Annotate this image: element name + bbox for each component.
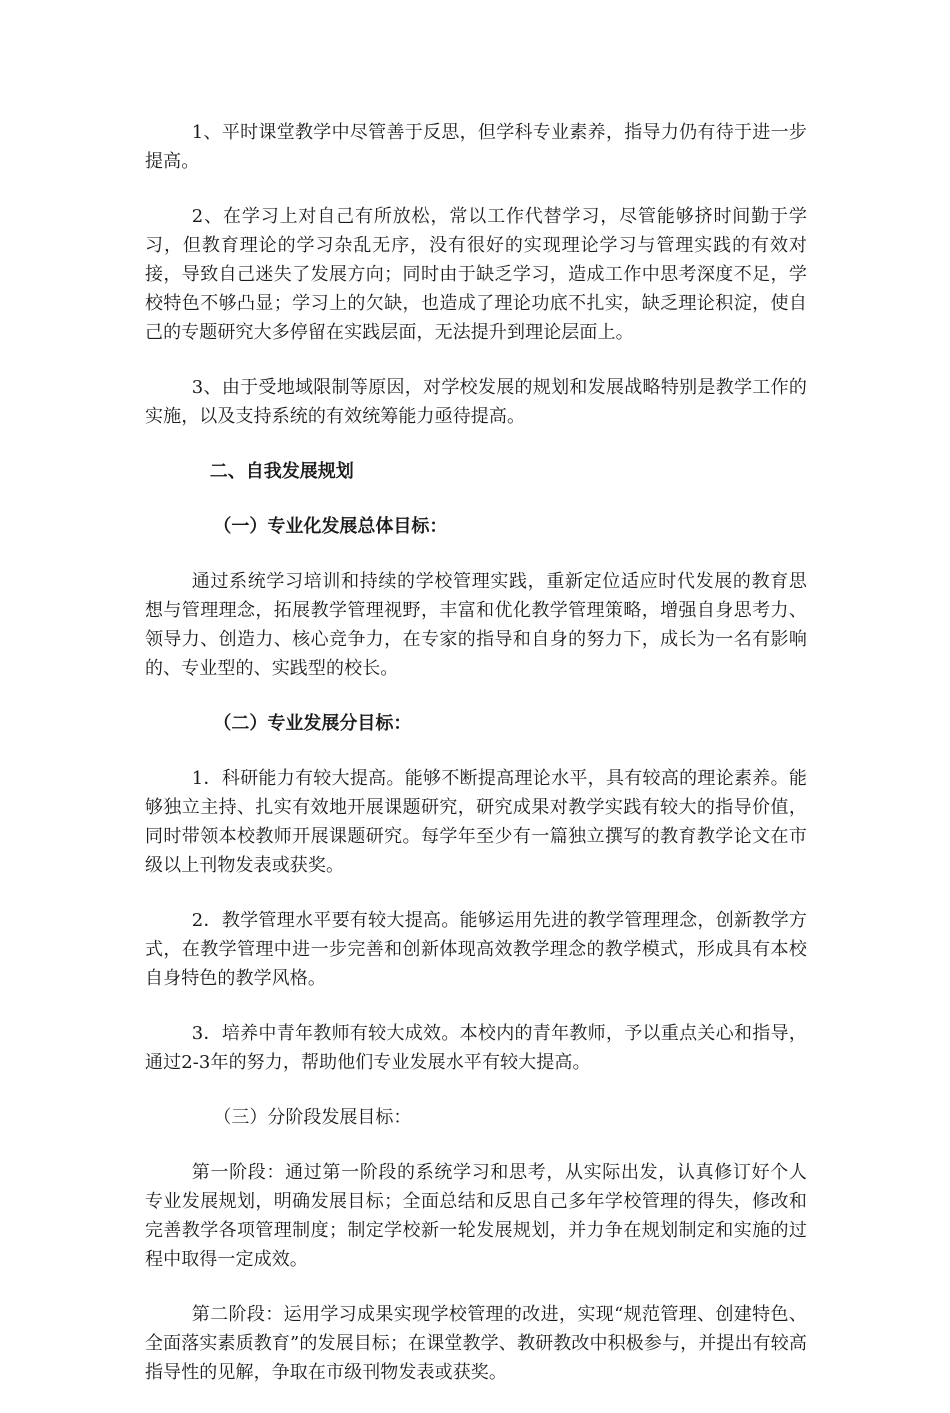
paragraph-stage-2: 第二阶段：运用学习成果实现学校管理的改进，实现“规范管理、创建特色、全面落实素质教育”的发展目标；在课堂教学、教研教改中积极参与，并提出有较高指导性的见解，争取在市级刊物发表或获奖。 bbox=[145, 1304, 807, 1383]
subheading-stage-goals: （三）分阶段发展目标： bbox=[213, 1107, 412, 1128]
paragraph-goal-teachers: 3．培养中青年教师有较大成效。本校内的青年教师，予以重点关心和指导，通过2-3年的努力，帮助他们专业发展水平有较大提高。 bbox=[145, 1023, 807, 1073]
paragraph-goal-research: 1．科研能力有较大提高。能够不断提高理论水平，具有较高的理论素养。能够独立主持、扎实有效地开展课题研究，研究成果对教学实践有较大的指导价值，同时带领本校教师开展课题研究。每学年至少有一篇独立撰写的教育教学论文在市级以上刊物发表或获奖。 bbox=[145, 768, 807, 876]
paragraph-stage-1: 第一阶段：通过第一阶段的系统学习和思考，从实际出发，认真修订好个人专业发展规划，明确发展目标；全面总结和反思自己多年学校管理的得失，修改和完善教学各项管理制度；制定学校新一轮发展规划，并力争在规划制定和实施的过程中取得一定成效。 bbox=[145, 1162, 807, 1270]
paragraph-reflection-3: 3、由于受地域限制等原因，对学校发展的规划和发展战略特别是教学工作的实施，以及支持系统的有效统筹能力亟待提高。 bbox=[145, 377, 807, 427]
document-body bbox=[145, 118, 807, 1413]
paragraph-goal-management: 2．教学管理水平要有较大提高。能够运用先进的教学管理理念，创新教学方式，在教学管理中进一步完善和创新体现高效教学理念的教学模式，形成具有本校自身特色的教学风格。 bbox=[145, 910, 807, 989]
paragraph-reflection-2: 2、在学习上对自己有所放松，常以工作代替学习，尽管能够挤时间勤于学习，但教育理论的学习杂乱无序，没有很好的实现理论学习与管理实践的有效对接，导致自己迷失了发展方向；同时由于缺乏学习，造成工作中思考深度不足，学校特色不够凸显；学习上的欠缺，也造成了理论功底不扎实，缺乏理论积淀，使自己的专题研究大多停留在实践层面，无法提升到理论层面上。 bbox=[145, 206, 807, 343]
paragraph-reflection-1: 1、平时课堂教学中尽管善于反思，但学科专业素养，指导力仍有待于进一步提高。 bbox=[145, 122, 807, 172]
paragraph-overall-goal: 通过系统学习培训和持续的学校管理实践，重新定位适应时代发展的教育思想与管理理念，拓展教学管理视野，丰富和优化教学管理策略，增强自身思考力、领导力、创造力、核心竞争力，在专家的指导和自身的努力下，成长为一名有影响的、专业型的、实践型的校长。 bbox=[145, 571, 807, 679]
section-heading-self-development: 二、自我发展规划 bbox=[209, 461, 354, 482]
subheading-sub-goals: （二）专业发展分目标： bbox=[213, 713, 412, 734]
subheading-overall-goal: （一）专业化发展总体目标： bbox=[213, 516, 448, 537]
